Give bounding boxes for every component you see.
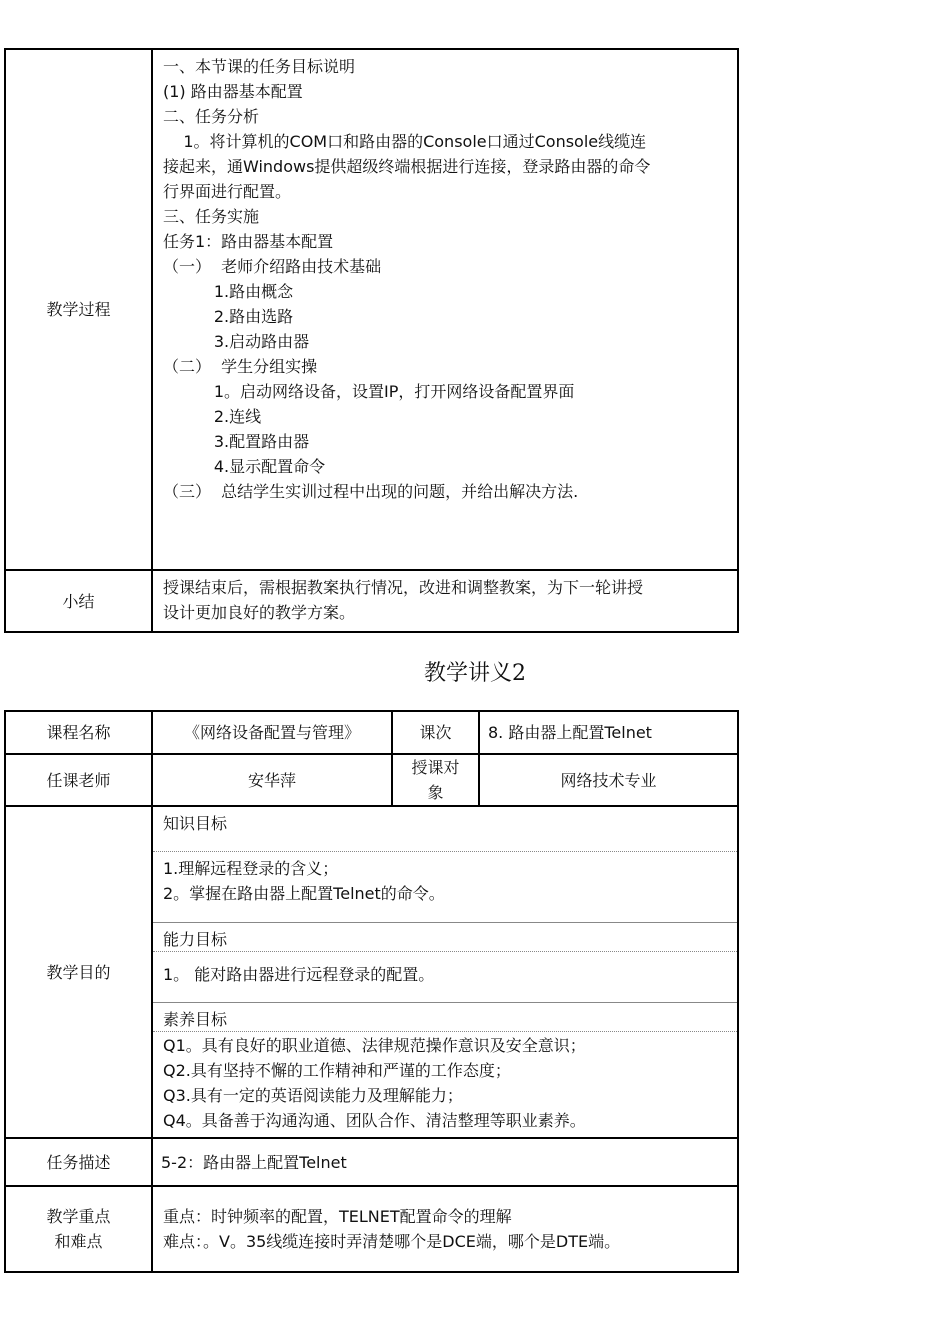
process-line: 1。将计算机的COM口和路由器的Console口通过Console线缆连	[163, 132, 647, 151]
process-line: 行界面进行配置。	[163, 182, 292, 201]
knowledge-block	[153, 852, 737, 923]
summary-content	[152, 570, 738, 632]
quality-block	[153, 1032, 737, 1137]
quality-head: 素养目标	[153, 1003, 737, 1032]
keypoints-line: 难点：。V。35线缆连接时弄清楚哪个是DCE端，哪个是DTE端。	[163, 1232, 621, 1251]
process-line: 3.启动路由器	[163, 332, 310, 351]
knowledge-head: 知识目标	[153, 807, 737, 852]
task-label: 任务描述	[5, 1138, 152, 1186]
course-name: 《网络设备配置与管理》	[152, 711, 392, 754]
process-line: 3.配置路由器	[163, 432, 310, 451]
lesson-plan-table	[4, 710, 739, 1273]
keypoints-label-line: 和难点	[54, 1232, 103, 1251]
audience-label	[392, 754, 479, 806]
lesson-label: 课次	[392, 711, 479, 754]
quality-line: Q3.具有一定的英语阅读能力及理解能力；	[163, 1086, 463, 1105]
audience-label-line: 授课对	[411, 758, 460, 777]
ability-head: 能力目标	[153, 923, 737, 952]
summary-label: 小结	[5, 570, 152, 632]
process-line: （二） 学生分组实操	[163, 357, 318, 376]
process-line: 2.路由选路	[163, 307, 294, 326]
knowledge-line: 2。掌握在路由器上配置Telnet的命令。	[163, 884, 445, 903]
audience-value: 网络技术专业	[479, 754, 738, 806]
process-line: 三、任务实施	[163, 207, 260, 226]
section-title: 教学讲义2	[424, 661, 526, 686]
process-line: 二、任务分析	[163, 107, 260, 126]
summary-line: 设计更加良好的教学方案。	[163, 603, 356, 622]
process-line: 任务1：路由器基本配置	[163, 232, 334, 251]
process-line: （一） 老师介绍路由技术基础	[163, 257, 382, 276]
keypoints-label-line: 教学重点	[46, 1207, 111, 1226]
ability-line: 1。 能对路由器进行远程登录的配置。	[163, 965, 435, 984]
teacher-name: 安华萍	[152, 754, 392, 806]
process-line: 2.连线	[163, 407, 262, 426]
knowledge-line: 1.理解远程登录的含义；	[163, 859, 339, 878]
process-line: 一、本节课的任务目标说明	[163, 57, 356, 76]
process-line: 接起来，通Windows提供超级终端根据进行连接，登录路由器的命令	[163, 157, 651, 176]
goals-label: 教学目的	[5, 806, 152, 1138]
process-content	[152, 49, 738, 570]
process-line: (1) 路由器基本配置	[163, 82, 303, 101]
goals-content	[152, 806, 738, 1138]
quality-line: Q1。具有良好的职业道德、法律规范操作意识及安全意识；	[163, 1036, 586, 1055]
keypoints-content	[152, 1186, 738, 1272]
process-line: 4.显示配置命令	[163, 457, 326, 476]
lesson-value: 8. 路由器上配置Telnet	[479, 711, 738, 754]
task-value: 5-2：路由器上配置Telnet	[152, 1138, 738, 1186]
teacher-label: 任课老师	[5, 754, 152, 806]
keypoints-line: 重点：时钟频率的配置，TELNET配置命令的理解	[163, 1207, 512, 1226]
summary-line: 授课结束后，需根据教案执行情况，改进和调整教案，为下一轮讲授	[163, 578, 644, 597]
audience-label-line: 象	[427, 783, 444, 802]
quality-line: Q4。具备善于沟通沟通、团队合作、清洁整理等职业素养。	[163, 1111, 586, 1130]
process-line: 1。启动网络设备，设置IP，打开网络设备配置界面	[163, 382, 575, 401]
process-line: （三） 总结学生实训过程中出现的问题，并给出解决方法.	[163, 482, 579, 501]
course-name-label: 课程名称	[5, 711, 152, 754]
quality-line: Q2.具有坚持不懈的工作精神和严谨的工作态度；	[163, 1061, 511, 1080]
ability-block	[153, 952, 737, 1003]
process-line: 1.路由概念	[163, 282, 294, 301]
lesson-process-table	[4, 48, 739, 633]
keypoints-label	[5, 1186, 152, 1272]
process-label: 教学过程	[5, 49, 152, 570]
